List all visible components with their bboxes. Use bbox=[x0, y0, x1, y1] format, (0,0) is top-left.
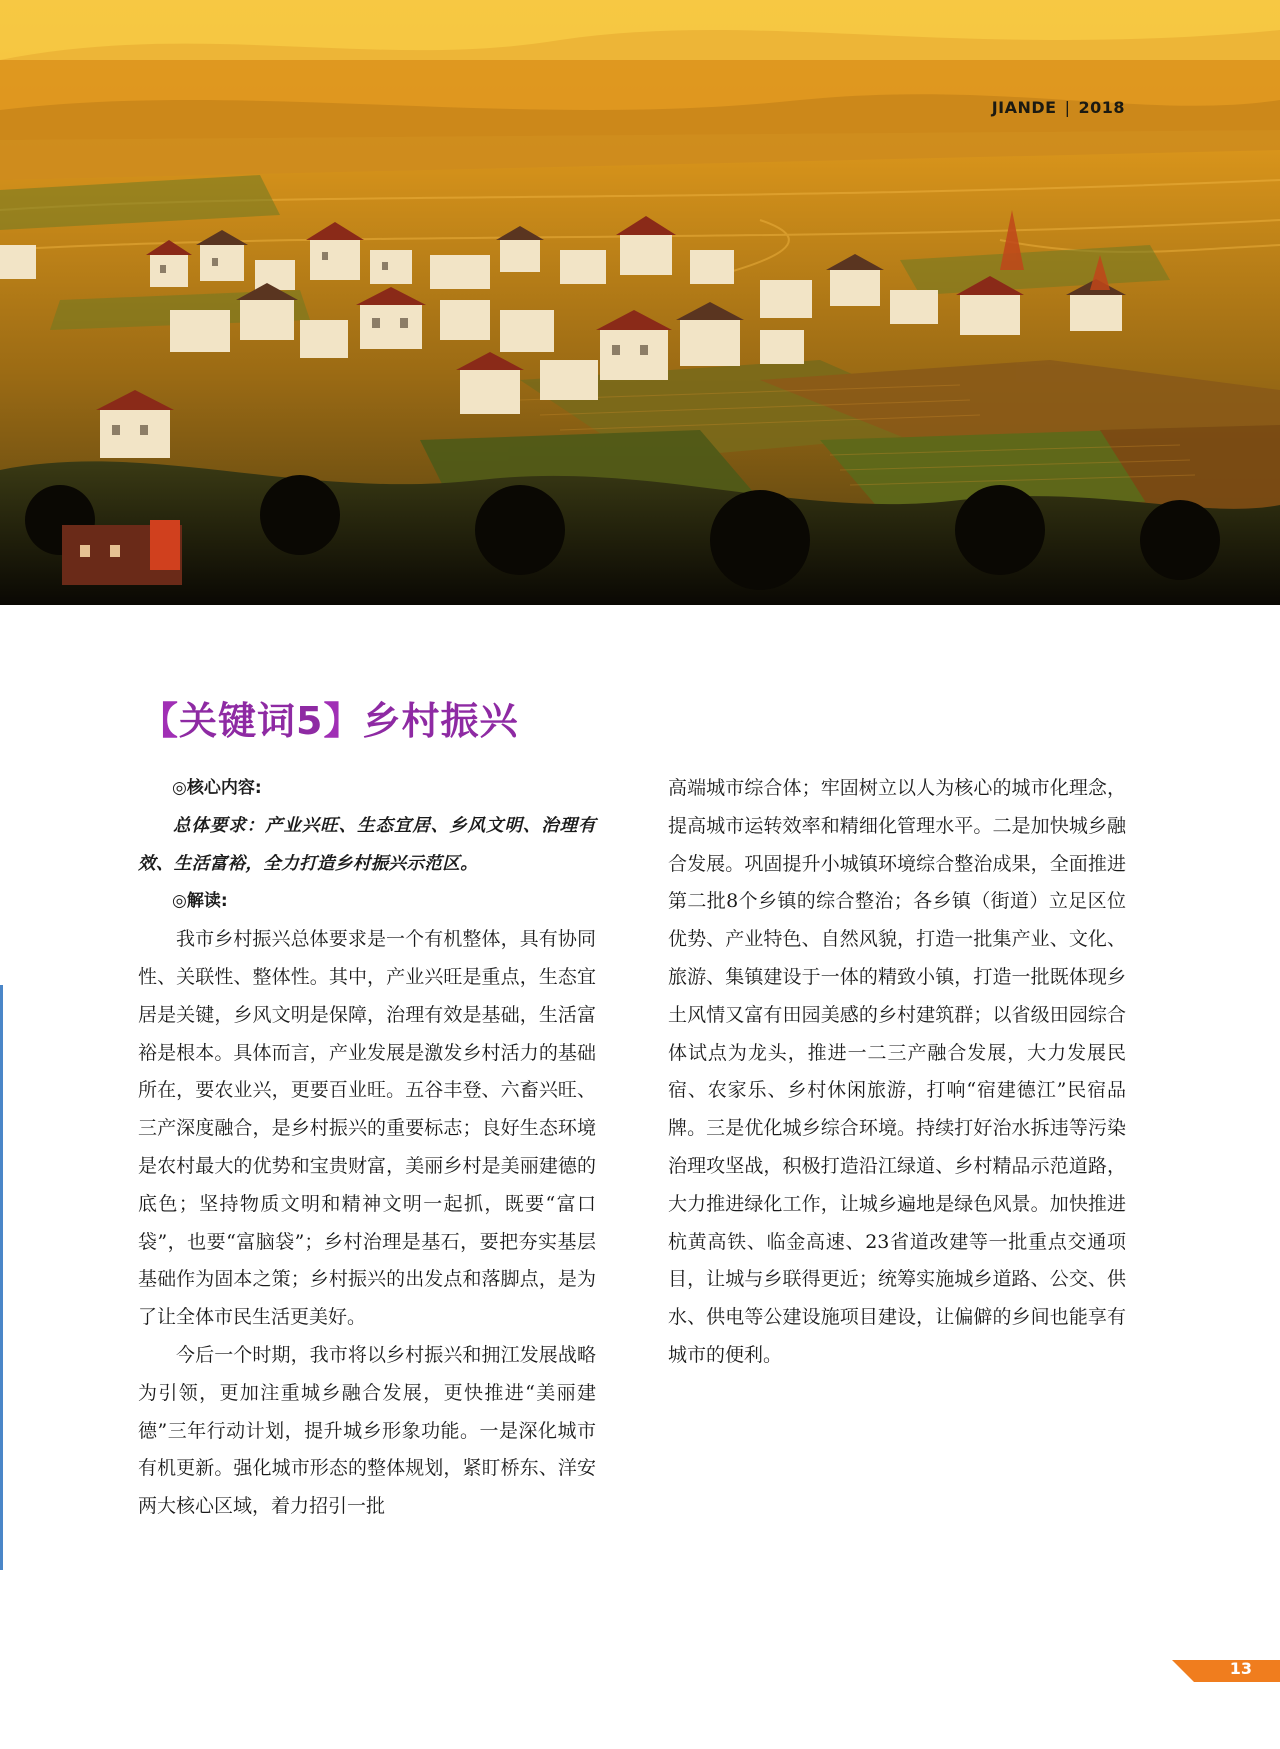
left-column bbox=[138, 770, 596, 1526]
heading-keyword: 关键词5 bbox=[179, 699, 324, 743]
core-content-label: ◎核心内容: bbox=[172, 778, 262, 798]
interpretation-paragraph-1: 我市乡村振兴总体要求是一个有机整体，具有协同性、关联性、整体性。其中，产业兴旺是重点，生态宜居是关键，乡风文明是保障，治理有效是基础，生活富裕是根本。具体而言，产业发展是激发乡村活力的基础所在，要农业兴，更要百业旺。五谷丰登、六畜兴旺、三产深度融合，是乡村振兴的重要标志；良好生态环境是农村最大的优势和宝贵财富，美丽乡村是美丽建德的底色；坚持物质文明和精神文明一起抓，既要“富口袋”，也要“富脑袋”；乡村治理是基石，要把夯实基层基础作为固本之策；乡村振兴的出发点和落脚点，是为了让全体市民生活更美好。 bbox=[138, 928, 596, 1329]
page-number-tab bbox=[1172, 1660, 1280, 1682]
section-heading bbox=[140, 690, 519, 745]
brand-name: JIANDE bbox=[991, 98, 1057, 117]
magazine-badge bbox=[992, 98, 1125, 117]
interpretation-label: ◎解读: bbox=[172, 891, 228, 912]
heading-close-bracket: 】 bbox=[323, 699, 363, 743]
core-requirement: 总体要求：产业兴旺、生态宜居、乡风文明、治理有效、生活富裕，全力打造乡村振兴示范区。 bbox=[138, 815, 596, 874]
village-landscape-illustration bbox=[0, 0, 1280, 605]
interpretation-paragraph-2-start: 今后一个时期，我市将以乡村振兴和拥江发展战略为引领，更加注重城乡融合发展，更快推进“美丽建德”三年行动计划，提升城乡形象功能。一是深化城市有机更新。强化城市形态的整体规划，紧盯桥东、洋安两大核心区域，着力招引一批 bbox=[138, 1343, 596, 1518]
hero-photo bbox=[0, 0, 1280, 605]
issue-year: 2018 bbox=[1078, 98, 1125, 117]
page-number: 13 bbox=[1229, 1659, 1252, 1678]
interpretation-paragraph-2-continued: 高端城市综合体；牢固树立以人为核心的城市化理念，提高城市运转效率和精细化管理水平。二是加快城乡融合发展。巩固提升小城镇环境综合整治成果，全面推进第二批8个乡镇的综合整治；各乡镇（街道）立足区位优势、产业特色、自然风貌，打造一批集产业、文化、旅游、集镇建设于一体的精致小镇，打造一批既体现乡土风情又富有田园美感的乡村建筑群；以省级田园综合体试点为龙头，推进一二三产融合发展，大力发展民宿、农家乐、乡村休闲旅游，打响“宿建德江”民宿品牌。三是优化城乡综合环境。持续打好治水拆违等污染治理攻坚战，积极打造沿江绿道、乡村精品示范道路，大力推进绿化工作，让城乡遍地是绿色风景。加快推进杭黄高铁、临金高速、23省道改建等一批重点交通项目，让城与乡联得更近；统筹实施城乡道路、公交、供水、供电等公建设施项目建设，让偏僻的乡间也能享有城市的便利。 bbox=[668, 777, 1126, 1366]
edge-accent-line bbox=[0, 985, 3, 1570]
heading-open-bracket: 【 bbox=[140, 699, 180, 743]
right-column bbox=[668, 770, 1126, 1375]
heading-title: 乡村振兴 bbox=[362, 699, 519, 743]
badge-separator: | bbox=[1064, 98, 1071, 117]
